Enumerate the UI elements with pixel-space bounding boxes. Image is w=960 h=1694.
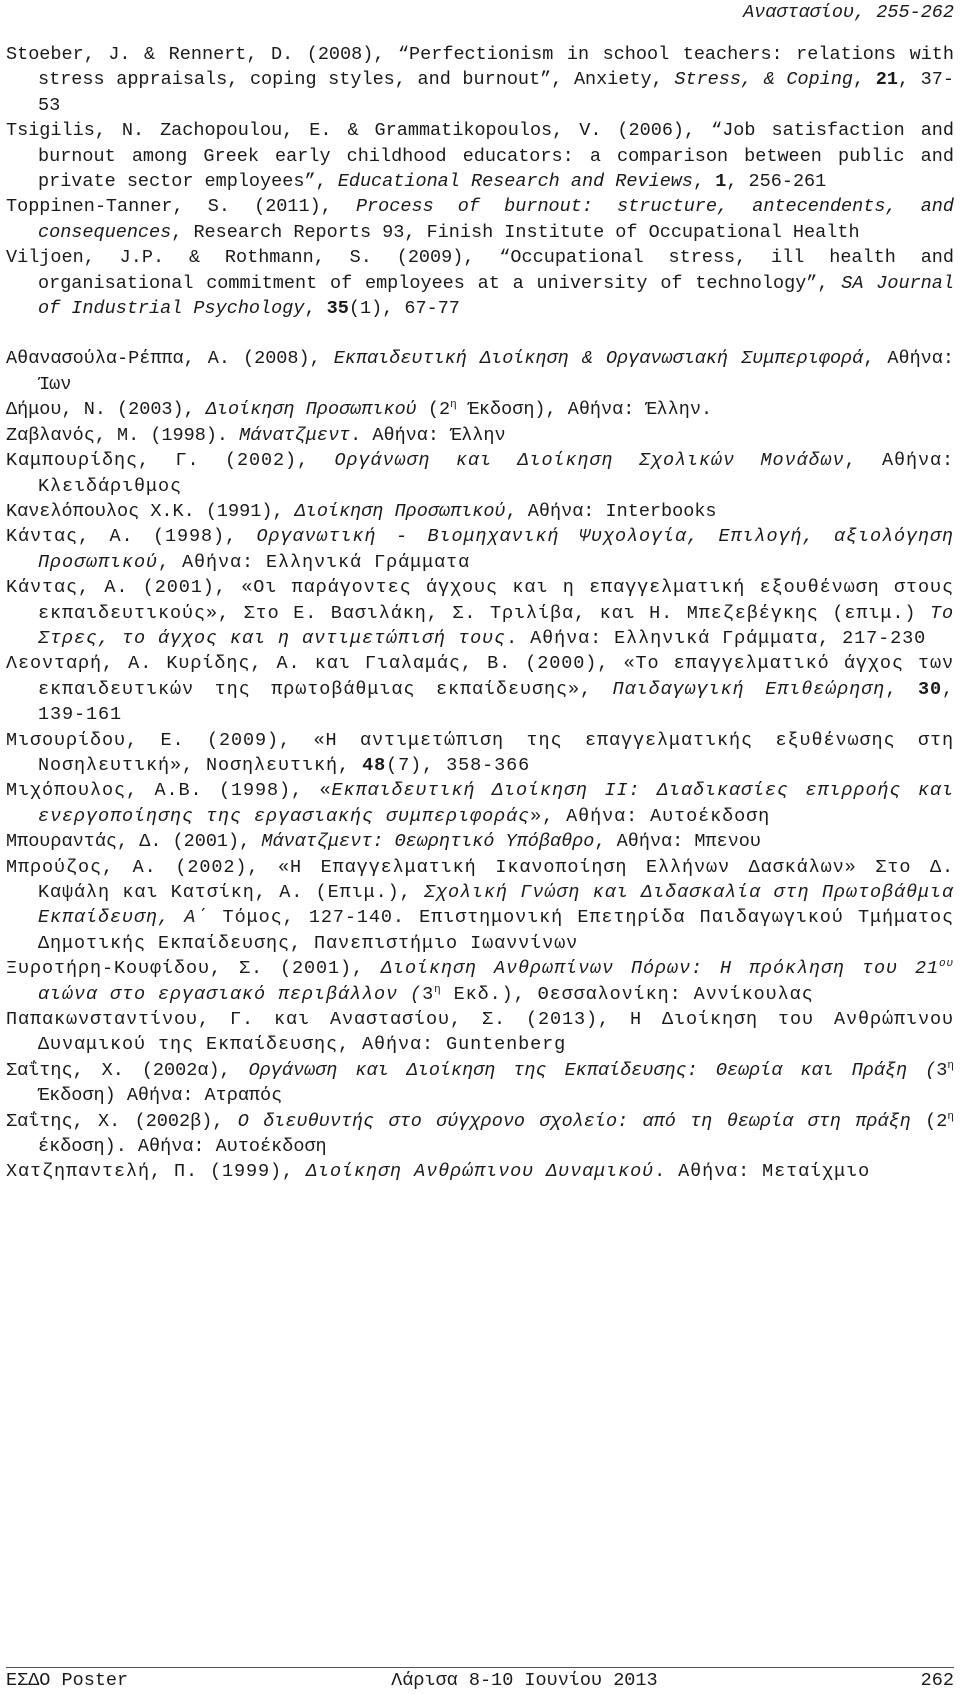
- reference-entry: [6, 1109, 954, 1160]
- reference-text-run: . Αθήνα: Μεταίχμιο: [654, 1161, 871, 1183]
- reference-text-run: αιώνα στο εργασιακό περιβάλλον (: [38, 983, 423, 1005]
- reference-text-run: 48: [362, 754, 387, 776]
- reference-text-run: , Αθήνα: Ελληνικά Γράμματα: [158, 551, 471, 573]
- reference-text-run: Process of burnout: structure, antecendents, and consequences: [38, 196, 954, 243]
- page-number: 262: [920, 1670, 954, 1691]
- reference-text-run: , 139-161: [38, 678, 954, 726]
- reference-entry: [6, 728, 954, 779]
- reference-text-run: Μισουρίδου, Ε. (2009), «Η αντιμετώπιση της επαγγελματικής εξυθένωσης στη Νοσηλευτική», Νοσηλευτική,: [6, 729, 954, 776]
- reference-text-run: η: [450, 399, 457, 412]
- reference-entry: [6, 42, 954, 118]
- reference-text-run: Αθανασούλα-Ρέππα, Α. (2008),: [6, 348, 334, 370]
- reference-text-run: Educational Research and Reviews: [337, 171, 694, 193]
- reference-entry: [6, 524, 954, 575]
- reference-entry: [6, 499, 954, 524]
- reference-text-run: Καμπουρίδης, Γ. (2002),: [6, 450, 335, 472]
- reference-text-run: , Αθήνα: Κλειδάριθμος: [38, 450, 954, 497]
- reference-text-run: Λεονταρή, Α. Κυρίδης, Α. και Γιαλαμάς, Β. (2000), «Το επαγγελματικό άγχος των εκπαιδευτικών της πρωτοβάθμιας εκπαίδευσης»,: [6, 653, 954, 700]
- reference-entry: [6, 118, 954, 194]
- footer-conference: ΕΣΔΟ Poster: [6, 1670, 129, 1691]
- reference-text-run: Οργάνωση και Διοίκηση Σχολικών Μονάδων: [334, 450, 845, 472]
- reference-text-run: (2: [416, 399, 451, 421]
- reference-text-run: Οργάνωση και Διοίκηση της Εκπαίδευσης: Θεωρία και Πράξη (: [248, 1059, 937, 1081]
- reference-text-run: , 37-53: [38, 69, 954, 116]
- reference-entry: [6, 397, 954, 422]
- reference-entry: [6, 956, 954, 1007]
- reference-text-run: Δήμου, Ν. (2003),: [6, 399, 206, 421]
- reference-text-run: ,: [853, 69, 876, 91]
- reference-entry: [6, 575, 954, 651]
- reference-text-run: Σαΐτης, Χ. (2002β),: [6, 1110, 238, 1132]
- reference-text-run: SA Journal of Industrial Psychology: [38, 272, 954, 320]
- reference-text-run: Μπουραντάς, Δ. (2001),: [6, 831, 262, 853]
- reference-text-run: , 256-261: [726, 171, 827, 193]
- reference-text-run: Μπρούζος, Α. (2002), «Η Επαγγελματική Ικανοποίηση Ελλήνων Δασκάλων» Στο Δ. Καψάλη και Κατσίκη, Α. (Επιμ.),: [6, 856, 954, 903]
- reference-text-run: Viljoen, J.P. & Rothmann, S. (2009), “Occupational stress, ill health and organisational commitment of employees at a university of technology”,: [6, 247, 954, 294]
- reference-text-run: 21: [875, 69, 898, 91]
- reference-text-run: Παπακωνσταντίνου, Γ. και Αναστασίου, Σ. (2013), Η Διοίκηση του Ανθρώπινου Δυναμικού της Εκπαίδευσης, Αθήνα: Guntenberg: [6, 1009, 954, 1056]
- reference-text-run: Μάνατζμεντ: Θεωρητικό Υπόβαθρο: [261, 831, 595, 853]
- reference-text-run: , Αθήνα: Interbooks: [505, 500, 717, 522]
- reference-entry: [6, 423, 954, 448]
- reference-text-run: , Αθήνα: Μπενου: [594, 831, 761, 853]
- footer-location-date: Λάρισα 8-10 Ιουνίου 2013: [391, 1670, 658, 1691]
- reference-text-run: . Αθήνα: Έλλην: [350, 424, 506, 446]
- reference-entry: [6, 778, 954, 829]
- page-footer: [6, 1667, 954, 1694]
- reference-text-run: 1: [715, 171, 727, 193]
- reference-text-run: 30: [917, 678, 942, 700]
- reference-text-run: Σχολική Γνώση και Διδασκαλία στη Πρωτοβάθμια Εκπαίδευση, Α΄: [38, 882, 954, 929]
- reference-text-run: Κανελόπουλος Χ.Κ. (1991),: [6, 500, 295, 522]
- reference-text-run: Toppinen-Tanner, S. (2011),: [6, 196, 356, 218]
- reference-entry: [6, 1007, 954, 1058]
- reference-text-run: (2: [910, 1110, 948, 1132]
- reference-text-run: (1), 67-77: [348, 298, 460, 320]
- reference-text-run: Κάντας, Α. (2001), «Οι παράγοντες άγχους και η επαγγελματική εξουθένωση στους εκπαιδευτικούς», Στο Ε. Βασιλάκη, Σ. Τριλίβα, και Η. Μπεζεβέγκης (επιμ.): [6, 577, 954, 624]
- reference-text-run: Σαΐτης, Χ. (2002α),: [6, 1059, 249, 1081]
- reference-entry: [6, 1159, 954, 1184]
- running-header: Αναστασίου, 255-262: [743, 2, 954, 23]
- reference-text-run: ου: [938, 958, 954, 971]
- reference-text-run: Διοίκηση Ανθρωπίνων Πόρων: Η πρόκληση του 21: [381, 958, 939, 980]
- reference-text-run: Εκδ.), Θεσσαλονίκη: Αννίκουλας: [441, 983, 814, 1005]
- reference-entry: [6, 245, 954, 321]
- reference-text-run: Stress, & Coping: [674, 69, 854, 91]
- reference-text-run: Έκδοση), Αθήνα: Έλλην.: [456, 399, 713, 421]
- reference-text-run: Διοίκηση Προσωπικού: [205, 399, 417, 421]
- reference-text-run: . Αθήνα: Ελληνικά Γράμματα, 217-230: [506, 627, 927, 649]
- reference-text-run: Διοίκηση Προσωπικού: [294, 500, 506, 522]
- reference-text-run: Κάντας, Α. (1998),: [6, 526, 257, 548]
- reference-entry: [6, 829, 954, 854]
- reference-text-run: Το Στρες, το άγχος και η αντιμετώπισή τους: [38, 602, 954, 649]
- reference-entry: [6, 855, 954, 957]
- reference-text-run: Tsigilis, N. Zachopoulou, E. & Grammatikopoulos, V. (2006), “Job satisfaction and burnout among Greek early childhood educators: a comparison between public and private sector employees”,: [6, 120, 954, 193]
- reference-text-run: », Αθήνα: Αυτοέκδοση: [530, 805, 771, 827]
- reference-text-run: Οργανωτική - Βιομηχανική Ψυχολογία, Επιλογή, αξιολόγηση Προσωπικού: [38, 526, 954, 573]
- reference-entry: [6, 346, 954, 397]
- reference-text-run: η: [434, 983, 442, 996]
- reference-text-run: Διοίκηση Ανθρώπινου Δυναμικού: [306, 1161, 655, 1183]
- reference-text-run: Ζαβλανός, Μ. (1998).: [6, 424, 240, 446]
- reference-entry: [6, 194, 954, 245]
- reference-entry: [6, 448, 954, 499]
- reference-text-run: Μάνατζμεντ: [239, 424, 351, 446]
- reference-entry: [6, 651, 954, 727]
- reference-text-run: Ο διευθυντής στο σύγχρονο σχολείο: από τη θεωρία στη πράξη: [237, 1110, 911, 1132]
- reference-list: [6, 42, 954, 1185]
- reference-text-run: 3: [936, 1059, 948, 1081]
- reference-text-run: 3: [422, 983, 435, 1005]
- reference-text-run: Ξυροτήρη-Κουφίδου, Σ. (2001),: [6, 958, 381, 980]
- reference-text-run: Μιχόπουλος, Α.Β. (1998), «: [6, 780, 332, 802]
- reference-text-run: , Research Reports 93, Finish Institute of Occupational Health: [171, 221, 860, 243]
- reference-text-run: Εκπαιδευτική Διοίκηση ΙΙ: Διαδικασίες επιρροής και ενεργοποίησης της εργασιακής συμπεριφοράς: [38, 780, 955, 827]
- reference-text-run: Stoeber, J. & Rennert, D. (2008), “Perfectionism in school teachers: relations with stress appraisals, coping styles, and burnout”, Anxiety,: [6, 44, 954, 91]
- reference-text-run: 35: [326, 298, 349, 320]
- reference-text-run: έκδοση). Αθήνα: Αυτοέκδοση: [38, 1136, 327, 1158]
- reference-text-run: η: [947, 1110, 954, 1123]
- reference-text-run: Χατζηπαντελή, Π. (1999),: [6, 1161, 307, 1183]
- reference-text-run: ,: [693, 171, 716, 193]
- reference-text-run: η: [947, 1059, 954, 1072]
- reference-text-run: ,: [885, 678, 918, 700]
- reference-text-run: ,: [304, 298, 327, 320]
- reference-text-run: Εκπαιδευτική Διοίκηση & Οργανωσιακή Συμπεριφορά: [333, 348, 864, 370]
- reference-text-run: (7), 358-366: [386, 754, 531, 776]
- reference-text-run: , Αθήνα: Ίων: [38, 348, 954, 395]
- reference-entry: [6, 1058, 954, 1109]
- reference-text-run: Τόμος, 127-140. Επιστημονική Επετηρίδα Παιδαγωγικού Τμήματος Δημοτικής Εκπαίδευσης, Πανεπιστήμιο Ιωαννίνων: [38, 907, 954, 954]
- reference-text-run: Παιδαγωγική Επιθεώρηση: [612, 678, 886, 700]
- reference-text-run: Έκδοση) Αθήνα: Ατραπός: [38, 1085, 283, 1107]
